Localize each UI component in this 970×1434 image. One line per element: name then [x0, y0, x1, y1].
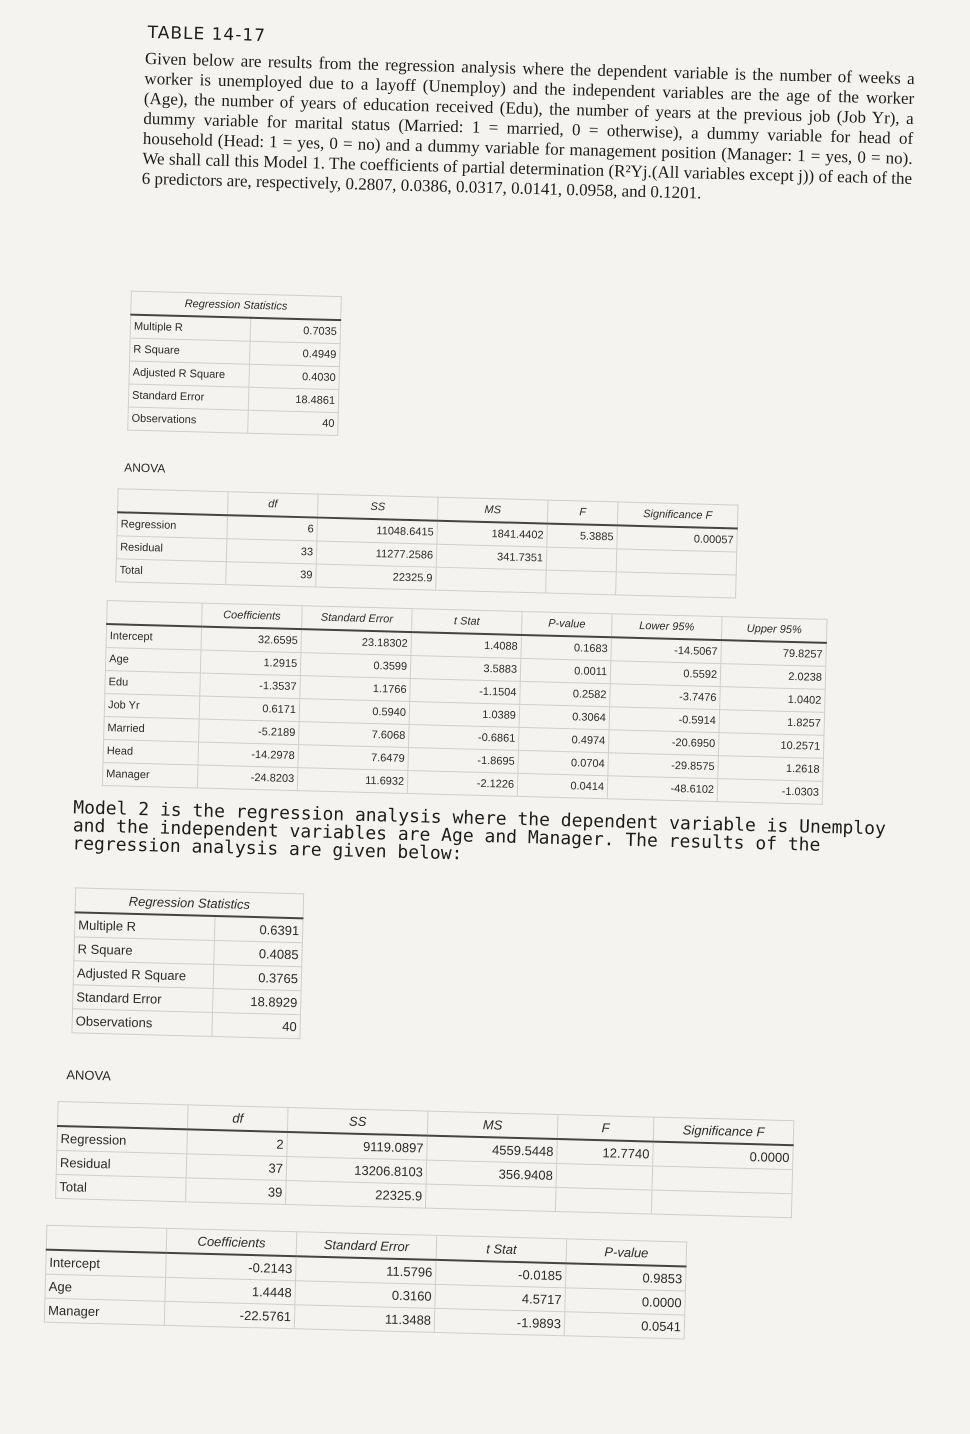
table-row: Regression 6 11048.6415 1841.4402 5.3885 0.00057 — [117, 512, 737, 552]
table-row: Job Yr 0.6171 0.5940 1.0389 0.3064 -0.5914 1.8257 — [104, 694, 824, 736]
table-row: Age 1.4448 0.3160 4.5717 0.0000 — [45, 1274, 685, 1315]
intro-text: Given below are results from the regression analysis where the dependent variable is the number of weeks a worker is unemployed due to a layoff (Unemploy) and the independent variables are the age of the worker (Age), the number of years of education received (Edu), the number of years at the previous job (Job Yr), a dummy variable for marital status (Married: 1 = married, 0 = otherwise), a dummy variable for head of household (Head: 1 = yes, 0 = no) and a dummy variable for management position (Manager: 1 = yes, 0 = no). We shall call this Model 1. The coefficients of partial determination (R²Yj.(All variables except j)) of each of the 6 predictors are, respectively, 0.2807, 0.0386, 0.0317, 0.0141, 0.0958, and 0.1201. — [141, 48, 915, 203]
intro-paragraph — [142, 49, 915, 209]
table-row: Married -5.2189 7.6068 -0.6861 0.4974 -20.6950 10.2571 — [104, 717, 824, 759]
table-row: Head -14.2978 7.6479 -1.8695 0.0704 -29.8575 1.2618 — [103, 740, 823, 782]
model1-coefficients-table: Coefficients Standard Error t Stat P-value Lower 95% Upper 95% Intercept 32.6595 23.18302 1.4088 0.1683 -14.5067 79.8257 Age 1.2915 0.3599 3.5883 0.0011 0.5592 2.0238 Edu -1.3537 1.1766 -1.1504 0.2582 -3.7476 1.0402 Job Yr 0.6171 0.5940 1.0389 0.3064 -0.5914 1.8257 Married -5.2189 7.6068 -0.6861 0.4974 -20.6950 10.2571 Head -14.2978 7.6479 -1.8695 0.0704 -29.8575 1.2618 Manager -24.8203 11.6932 -2.1226 0.0414 -48.6102 -1.0303 — [102, 600, 828, 805]
table-row: Adjusted R Square 0.3765 — [73, 961, 302, 991]
table-row: Multiple R 0.7035 — [130, 315, 341, 344]
table-row: Observations 40 — [72, 1009, 301, 1039]
table-row: R Square 0.4949 — [130, 338, 341, 366]
table-row: Intercept 32.6595 23.18302 1.4088 0.1683 -14.5067 79.8257 — [106, 624, 826, 666]
model2-anova-title: ANOVA — [66, 1067, 112, 1084]
table-row: Residual 37 13206.8103 356.9408 — [56, 1150, 792, 1193]
table-row: Total 39 22325.9 — [116, 559, 736, 598]
model2-coefficients-table: Coefficients Standard Error t Stat P-value Intercept -0.2143 11.5796 -0.0185 0.9853 Age 1.4448 0.3160 4.5717 0.0000 Manager -22.5761 11.3488 -1.9893 0.0541 — [44, 1225, 687, 1340]
model1-anova-table: df SS MS F Significance F Regression 6 11048.6415 1841.4402 5.3885 0.00057 Residual 33 11277.2586 341.7351 Total 39 22325.9 — [115, 488, 738, 598]
model1-anova-title: ANOVA — [124, 460, 166, 476]
table-row: Age 1.2915 0.3599 3.5883 0.0011 0.5592 2.0238 — [105, 648, 825, 690]
table-row: Observations 40 — [128, 407, 339, 435]
table-row: Multiple R 0.6391 — [74, 912, 303, 942]
table-row: Intercept -0.2143 11.5796 -0.0185 0.9853 — [46, 1250, 686, 1291]
table-tag: TABLE 14-17 — [147, 22, 267, 47]
model1-regression-statistics — [127, 291, 342, 436]
table-row: Total 39 22325.9 — [56, 1174, 792, 1217]
table-row: Standard Error 18.4861 — [128, 384, 339, 412]
table-row: Edu -1.3537 1.1766 -1.1504 0.2582 -3.7476 1.0402 — [105, 671, 825, 713]
table-row: Regression 2 9119.0897 4559.5448 12.7740 0.0000 — [57, 1126, 793, 1170]
regstats-title: Regression Statistics — [131, 291, 342, 320]
model2-description: Model 2 is the regression analysis where the dependent variable is Unemploy and the independent variables are Age and Manager. The results of the regression analysis are given below: — [72, 797, 897, 865]
model2-regression-statistics — [71, 887, 304, 1039]
table-row: Residual 33 11277.2586 341.7351 — [116, 536, 736, 575]
table-row: Manager -22.5761 11.3488 -1.9893 0.0541 — [44, 1298, 684, 1339]
model2-anova-table: df SS MS F Significance F Regression 2 9119.0897 4559.5448 12.7740 0.0000 Residual 37 13206.8103 356.9408 Total 39 22325.9 — [55, 1101, 794, 1218]
table-row: Manager -24.8203 11.6932 -2.1226 0.0414 -48.6102 -1.0303 — [102, 763, 822, 805]
regstats-title: Regression Statistics — [75, 888, 304, 918]
table-row: Adjusted R Square 0.4030 — [129, 361, 340, 389]
table-row: R Square 0.4085 — [74, 937, 303, 967]
table-row: Standard Error 18.8929 — [73, 985, 302, 1015]
